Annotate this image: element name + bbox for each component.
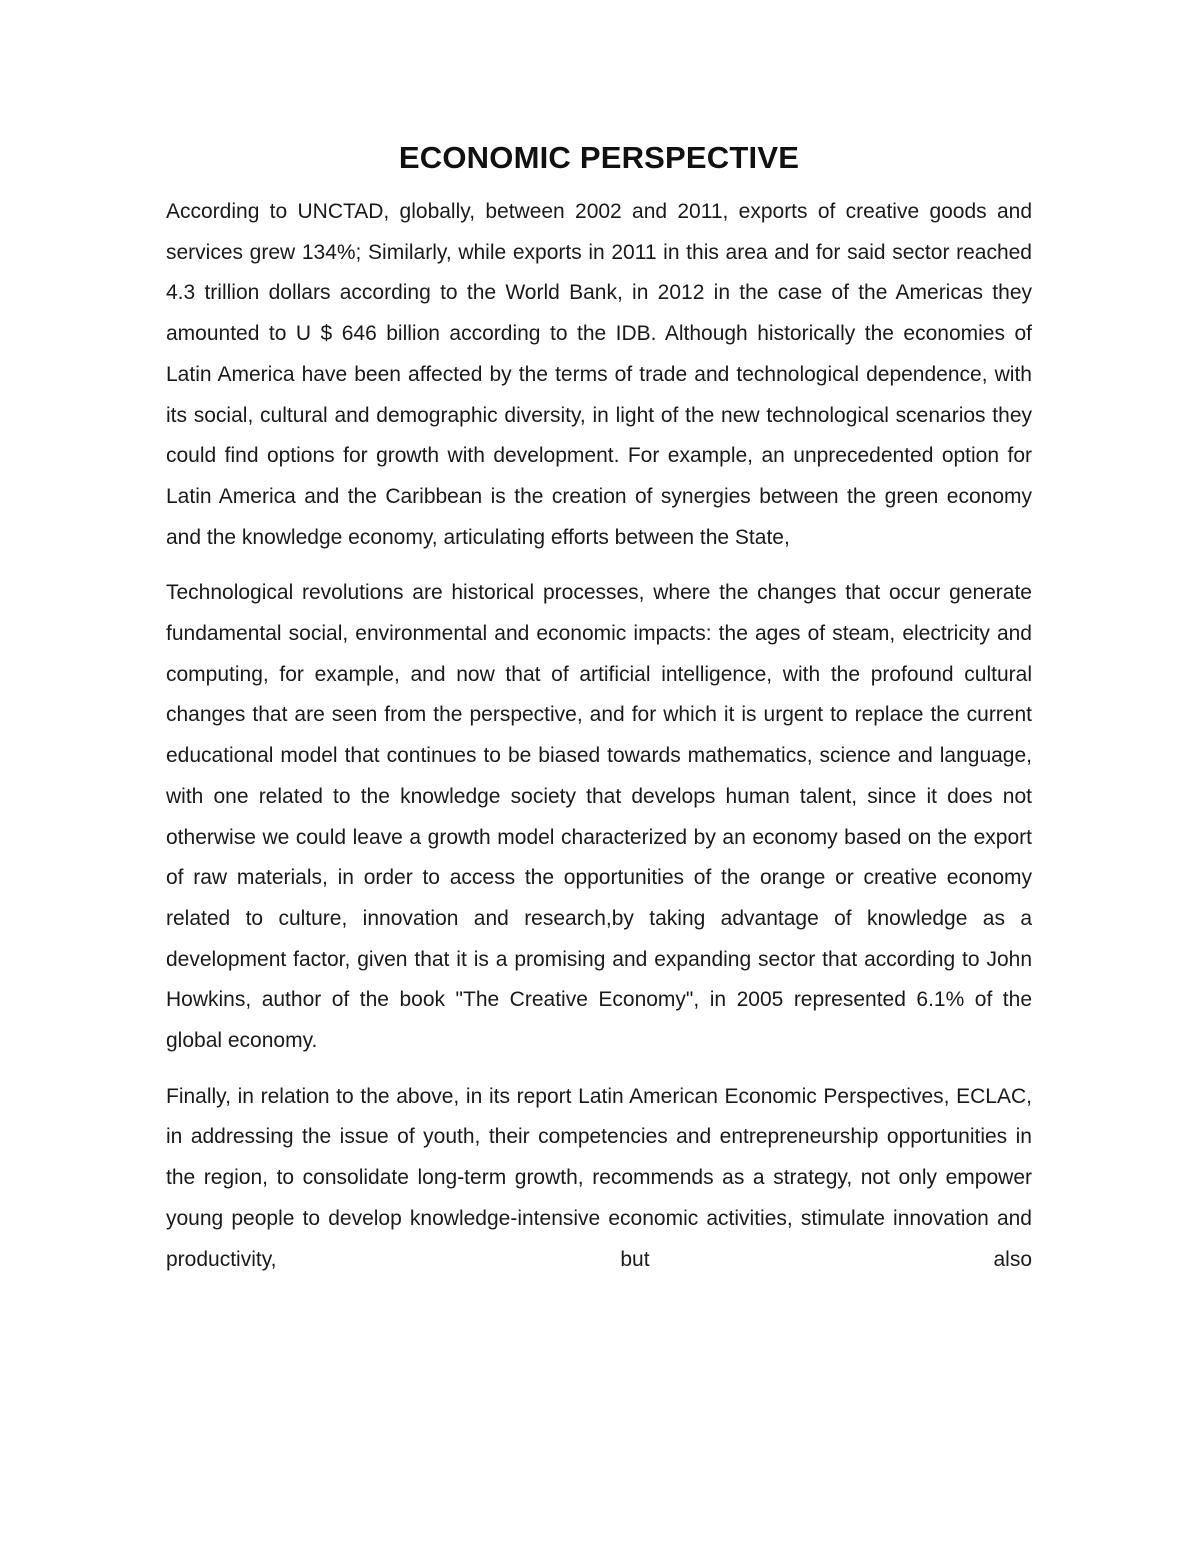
paragraph-eclac-youth: Finally, in relation to the above, in its report Latin American Economic Perspectives, ECLAC, in addressing the issue of youth, their competencies and entrepreneurship opportunities in the region, to consolidate long-term growth, recommends as a strategy, not only empower young people to develop knowledge-intensive economic activities, stimulate innovation and productivity, but also — [166, 1084, 1032, 1271]
paragraph-technological-revolutions: Technological revolutions are historical processes, where the changes that occur generate fundamental social, environmental and economic impacts: the ages of steam, electricity and computing, for example, and now that of artificial intelligence, with the profound cultural changes that are seen from the perspective, and for which it is urgent to replace the current educational model that continues to be biased towards mathematics, science and language, with one related to the knowledge society that develops human talent, since it does not otherwise we could leave a growth model characterized by an economy based on the export of raw materials, in order to access the opportunities of the orange or creative economy related to culture, innovation and research,by taking advantage of knowledge as a development factor, given that it is a promising and expanding sector that according to John Howkins, author of the book "The Creative Economy", in 2005 represented 6.1% of the global economy. — [166, 581, 1032, 1053]
document-title: ECONOMIC PERSPECTIVE — [398, 140, 800, 175]
paragraph-unctad-exports: According to UNCTAD, globally, between 2002 and 2011, exports of creative goods and services grew 134%; Similarly, while exports in 2011 in this area and for said sector reached 4.3 trillion dollars according to the World Bank, in 2012 in the case of the Americas they amounted to U $ 646 billion according to the IDB. Although historically the economies of Latin America have been affected by the terms of trade and technological dependence, with its social, cultural and demographic diversity, in light of the new technological scenarios they could find options for growth with development. For example, an unprecedented option for Latin America and the Caribbean is the creation of synergies between the green economy and the knowledge economy, articulating efforts between the State, — [166, 200, 1032, 549]
document-body — [166, 140, 1032, 1295]
